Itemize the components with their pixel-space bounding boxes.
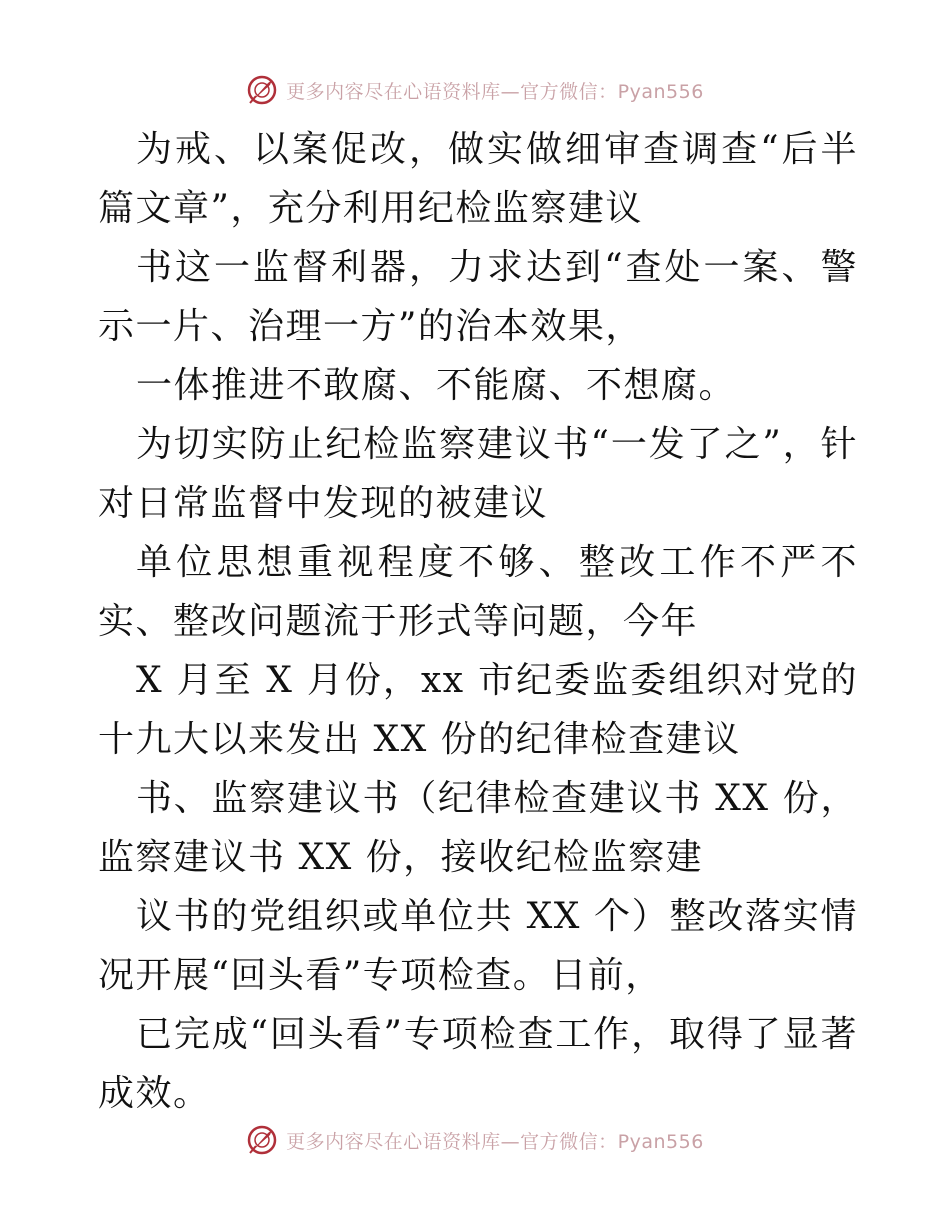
header-banner-text: 更多内容尽在心语资料库—官方微信：Pyan556	[286, 80, 704, 103]
header-banner	[0, 70, 950, 110]
paragraph: 已完成“回头看”专项检查工作，取得了显著成效。	[98, 1014, 858, 1114]
paragraph: 为切实防止纪检监察建议书“一发了之”，针对日常监督中发现的被建议	[98, 424, 858, 524]
footer-banner	[0, 1120, 950, 1160]
paragraph: 书这一监督利器，力求达到“查处一案、警示一片、治理一方”的治本效果，	[98, 247, 858, 347]
paragraph: X 月至 X 月份，xx 市纪委监委组织对党的十九大以来发出 XX 份的纪律检查建议	[98, 660, 858, 760]
paragraph: 单位思想重视程度不够、整改工作不严不实、整改问题流于形式等问题，今年	[98, 542, 858, 642]
paragraph: 书、监察建议书（纪律检查建议书 XX 份，监察建议书 XX 份，接收纪检监察建	[98, 778, 858, 878]
paragraph: 为戒、以案促改，做实做细审查调查“后半篇文章”，充分利用纪检监察建议	[98, 129, 858, 229]
quill-seal-icon	[246, 1124, 278, 1156]
footer-banner-text: 更多内容尽在心语资料库—官方微信：Pyan556	[286, 1130, 704, 1153]
paragraph: 议书的党组织或单位共 XX 个）整改落实情况开展“回头看”专项检查。日前，	[98, 896, 858, 996]
paragraph: 一体推进不敢腐、不能腐、不想腐。	[136, 365, 737, 406]
document-body	[98, 120, 858, 1123]
quill-seal-icon	[246, 74, 278, 106]
